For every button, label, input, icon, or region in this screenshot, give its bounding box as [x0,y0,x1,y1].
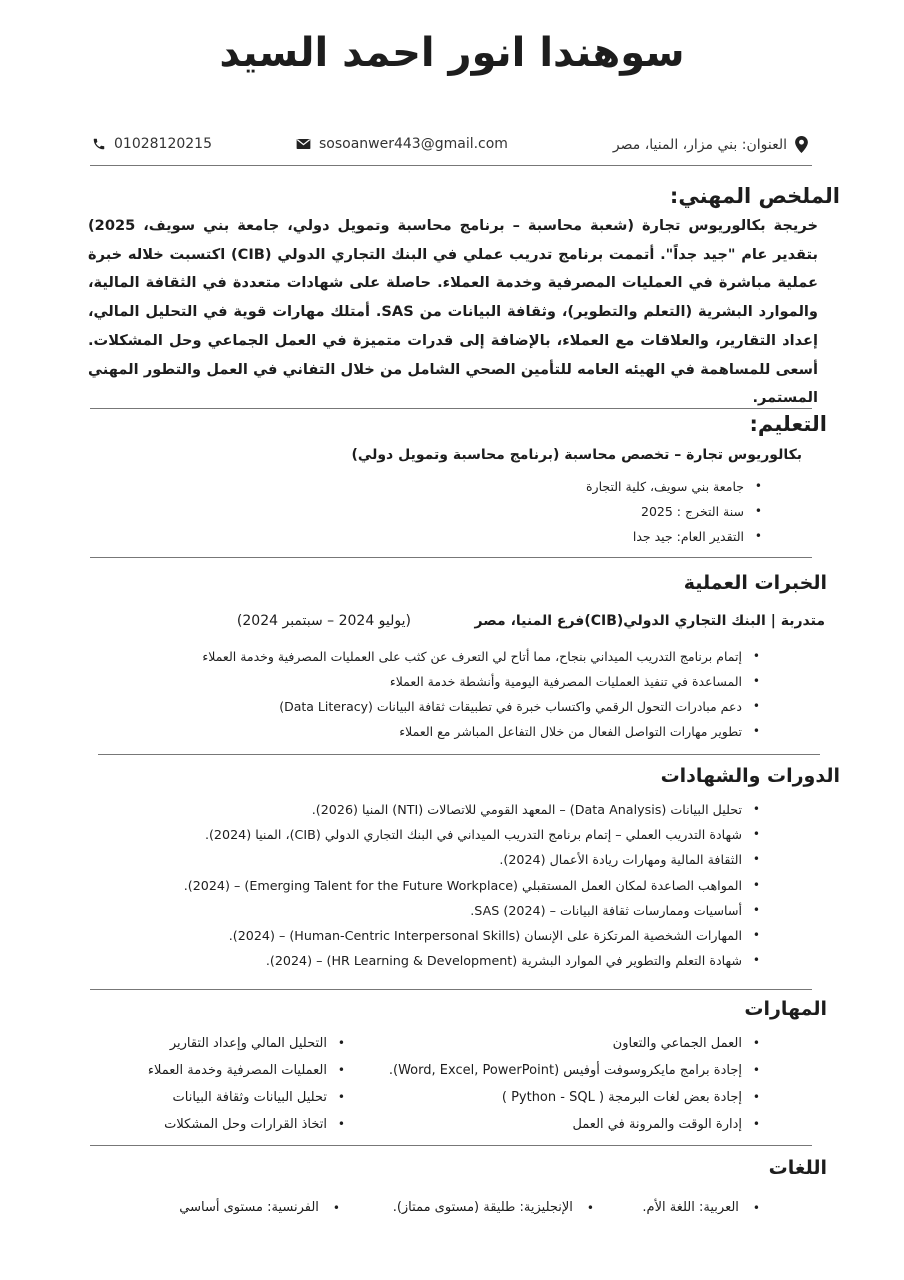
contact-phone [92,136,212,152]
language-item [179,1200,340,1215]
mail-icon [296,138,311,150]
list-item: • تحليل البيانات (Data Analysis) – المعهد القومي للاتصالات (NTI) المنيا (2026). [184,797,764,822]
experience-period: (يوليو 2024 – سبتمبر 2024) [236,613,411,629]
language-item [642,1200,760,1215]
bullet-icon: • [332,1200,340,1215]
list-item: • سنة التخرج : 2025 [586,499,766,524]
education-list [586,474,766,549]
skills-list-left [148,1030,349,1138]
list-item: • تحليل البيانات وثقافة البيانات [148,1084,349,1111]
experience-title: الخبرات العملية [683,572,827,594]
skills-list-right [389,1030,764,1138]
language-text: الفرنسية: مستوى أساسي [179,1200,319,1215]
bullet-icon: • [752,1200,760,1215]
education-degree: بكالوريوس تجارة – تخصص محاسبة (برنامج محاسبة وتمويل دولي) [351,447,802,463]
phone-icon [92,137,106,151]
contact-email [296,136,508,152]
list-item: • دعم مبادرات التحول الرقمي واكتساب خبرة في تطبيقات ثقافة البيانات (Data Literacy) [202,694,764,719]
divider [90,557,812,558]
language-text: العربية: اللغة الأم. [642,1200,739,1215]
divider [90,408,812,409]
list-item: • تطوير مهارات التواصل الفعال من خلال التفاعل المباشر مع العملاء [202,719,764,744]
list-item: • الثقافة المالية ومهارات ريادة الأعمال (2024). [184,847,764,872]
language-item [393,1200,594,1215]
list-item: • إتمام برنامج التدريب الميداني بنجاح، مما أتاح لي التعرف عن كثب على العمليات المصرفية وخدمة العملاء [202,644,764,669]
education-title: التعليم: [749,412,827,436]
location-pin-icon [795,136,808,153]
list-item: • المساعدة في تنفيذ العمليات المصرفية اليومية وأنشطة خدمة العملاء [202,669,764,694]
experience-list [202,644,764,744]
list-item: • إدارة الوقت والمرونة في العمل [389,1111,764,1138]
summary-text: خريجة بكالوريوس تجارة (شعبة محاسبة – برنامج محاسبة وتمويل دولي، جامعة بني سويف، 2025) بتقدير عام "جيد جداً". أتممت برنامج تدريب عملي في البنك التجاري الدولي (CIB) اكتسبت خلاله خبرة عملية مباشرة في العمليات المصرفية وخدمة العملاء. حاصلة على شهادات متعددة في الثقافة المالية، والموارد البشرية (التعلم والتطوير)، وثقافة البيانات من SAS. أمتلك مهارات قوية في التحليل المالي، إعداد التقارير، والعلاقات مع العملاء، بالإضافة إلى قدرات متميزة في العمل الجماعي وحل المشكلات. أسعى للمساهمة في الهيئه العامه للتأمين الصحي الشامل من خلال التفاني في العمل والتطور المهني المستمر. [88,217,819,407]
divider [98,754,820,755]
courses-list [184,797,764,973]
list-item: • العمليات المصرفية وخدمة العملاء [148,1057,349,1084]
divider [90,165,812,166]
list-item: • جامعة بني سويف، كلية التجارة [586,474,766,499]
divider [90,1145,812,1146]
candidate-name: سوهندا انور احمد السيد [219,30,685,76]
list-item: • أساسيات وممارسات ثقافة البيانات – (2024) SAS. [184,898,764,923]
divider [90,989,812,990]
list-item: • المهارات الشخصية المرتكزة على الإنسان (Human-Centric Interpersonal Skills) – (2024). [184,923,764,948]
list-item: • التقدير العام: جيد جدا [586,524,766,549]
experience-role: متدربة | البنك التجاري الدولي(CIB)فرع المنيا، مصر [474,613,825,629]
skills-title: المهارات [744,998,827,1020]
list-item: • اتخاذ القرارات وحل المشكلات [148,1111,349,1138]
contact-address [613,136,808,153]
phone-number: 01028120215 [114,136,212,152]
bullet-icon: • [586,1200,594,1215]
courses-title: الدورات والشهادات [660,765,840,787]
list-item: • العمل الجماعي والتعاون [389,1030,764,1057]
email-address: sosoanwer443@gmail.com [319,136,508,152]
address-text: العنوان: بني مزار، المنيا، مصر [612,136,787,153]
languages-title: اللغات [768,1157,827,1179]
list-item: • المواهب الصاعدة لمكان العمل المستقبلي (Emerging Talent for the Future Workplace) – (2024). [184,873,764,898]
list-item: • التحليل المالي وإعداد التقارير [148,1030,349,1057]
list-item: • إجادة برامج مايكروسوفت أوفيس (Word, Excel, PowerPoint). [389,1057,764,1084]
list-item: • شهادة التعلم والتطوير في الموارد البشرية (HR Learning & Development) – (2024). [184,948,764,973]
list-item: • إجادة بعض لغات البرمجة ( Python - SQL ) [389,1084,764,1111]
summary-title: الملخص المهني: [669,184,840,208]
language-text: الإنجليزية: طليقة (مستوى ممتاز). [392,1200,573,1215]
list-item: • شهادة التدريب العملي – إتمام برنامج التدريب الميداني في البنك التجاري الدولي (CIB)، المنيا (2024). [184,822,764,847]
